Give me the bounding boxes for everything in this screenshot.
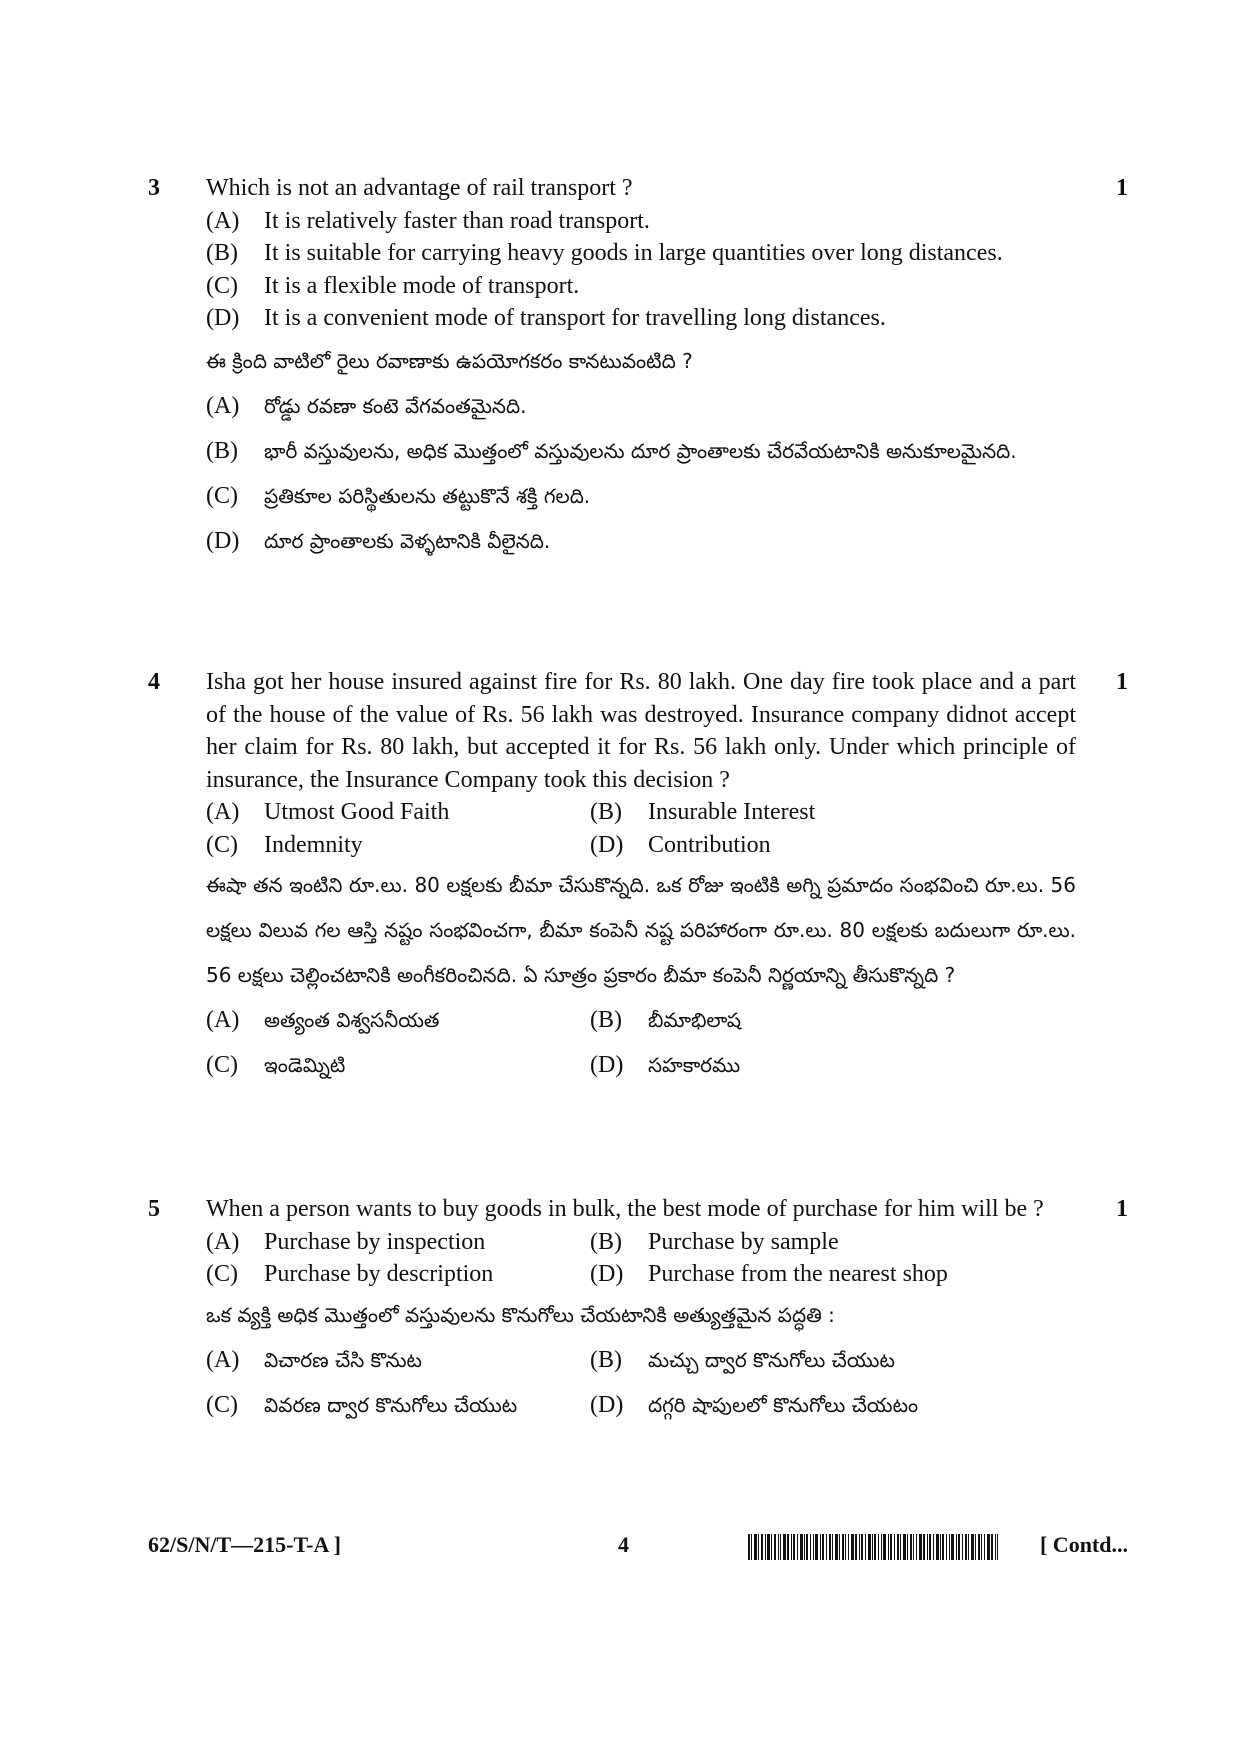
option-d-te — [206, 519, 1076, 564]
option-text: It is a convenient mode of transport for travelling long distances. — [264, 305, 886, 331]
option-d-en — [590, 829, 974, 862]
option-label: (D) — [206, 527, 240, 554]
options-row-en — [206, 796, 1076, 829]
option-text: మచ్చు ద్వార కొనుగోలు చేయుట — [648, 1347, 895, 1372]
option-b-te — [206, 429, 1076, 474]
option-label: (A) — [206, 1228, 240, 1255]
question-stem-en: When a person wants to buy goods in bulk, the best mode of purchase for him will be ? — [206, 1196, 1044, 1222]
paper-code: 62/S/N/T—215-T-A ] — [148, 1532, 341, 1557]
question-marks: 1 — [1116, 669, 1128, 695]
options-row-en — [206, 1226, 1076, 1259]
question-stem-en: Which is not an advantage of rail transport ? — [206, 175, 633, 201]
option-label: (B) — [206, 437, 238, 464]
option-label: (D) — [590, 1052, 624, 1078]
option-label: (C) — [206, 1391, 238, 1418]
option-text: It is relatively faster than road transport. — [264, 207, 650, 234]
option-c-te — [206, 1043, 590, 1088]
option-text: It is suitable for carrying heavy goods in large quantities over long distances. — [264, 240, 1003, 266]
question-marks: 1 — [1116, 1196, 1128, 1222]
question-3 — [148, 172, 1128, 564]
option-d-en — [206, 302, 1076, 335]
continued-label: [ Contd... — [1039, 1532, 1128, 1557]
option-label: (A) — [206, 392, 240, 419]
option-label: (D) — [206, 305, 240, 331]
option-label: (A) — [206, 799, 240, 825]
option-c-en — [206, 829, 590, 862]
question-number: 3 — [148, 175, 160, 201]
option-a-en — [206, 1226, 590, 1259]
options-row-en — [206, 829, 1076, 862]
option-b-te — [590, 998, 974, 1043]
question-4 — [148, 666, 1128, 1088]
option-label: (D) — [590, 1391, 624, 1418]
option-label: (B) — [590, 1228, 622, 1255]
option-text: Utmost Good Faith — [264, 799, 450, 825]
option-text: విచారణ చేసి కొనుట — [264, 1347, 422, 1372]
option-label: (A) — [206, 1346, 240, 1373]
option-a-te — [206, 384, 1076, 429]
page-number: 4 — [618, 1532, 629, 1557]
question-marks: 1 — [1116, 175, 1128, 201]
barcode-icon — [748, 1534, 998, 1560]
option-label: (C) — [206, 272, 238, 299]
options-row-te — [206, 998, 1076, 1043]
option-b-en — [590, 1226, 974, 1259]
options-row-te — [206, 1043, 1076, 1088]
option-a-en — [206, 796, 590, 829]
question-stem-te: ఒక వ్యక్తి అధిక మొత్తంలో వస్తువులను కొనుగోలు చేయటానికి అత్యుత్తమైన పద్ధతి : — [206, 1302, 835, 1327]
option-label: (B) — [590, 799, 622, 825]
option-label: (C) — [206, 1052, 238, 1078]
option-text: ప్రతికూల పరిస్థితులను తట్టుకొనే శక్తి గలది. — [264, 483, 591, 508]
option-text: అత్యంత విశ్వసనీయత — [264, 1008, 440, 1032]
option-d-te — [590, 1043, 974, 1088]
option-b-en — [590, 796, 974, 829]
option-a-te — [206, 1338, 590, 1383]
option-text: Contribution — [648, 831, 771, 858]
question-5 — [148, 1193, 1128, 1428]
option-label: (B) — [206, 240, 238, 266]
option-a-te — [206, 998, 590, 1043]
option-c-te — [206, 1383, 590, 1428]
option-label: (A) — [206, 1007, 240, 1033]
option-a-en — [206, 205, 1076, 238]
options-row-en — [206, 1258, 1076, 1291]
options-row-te — [206, 1338, 1076, 1383]
option-label: (B) — [590, 1346, 622, 1373]
option-text: రోడ్డు రవణా కంటె వేగవంతమైనది. — [264, 393, 527, 418]
option-text: Purchase from the nearest shop — [648, 1261, 948, 1287]
option-text: దూర ప్రాంతాలకు వెళ్ళటానికి వీలైనది. — [264, 528, 551, 553]
option-b-en — [206, 237, 1076, 270]
option-text: సహకారము — [648, 1053, 741, 1077]
option-text: It is a flexible mode of transport. — [264, 272, 580, 299]
question-number: 4 — [148, 669, 160, 695]
option-label: (B) — [590, 1007, 622, 1033]
option-text: దగ్గరి షాపులలో కొనుగోలు చేయటం — [648, 1392, 919, 1417]
option-label: (C) — [206, 1261, 238, 1287]
option-label: (C) — [206, 831, 238, 858]
question-stem-te: ఈషా తన ఇంటిని రూ.లు. 80 లక్షలకు బీమా చేసుకొన్నది. ఒక రోజు ఇంటికి అగ్ని ప్రమాదం సంభవించి రూ.లు. 56 లక్షలు విలువ గల ఆస్తి నష్టం సంభవించగా, బీమా కంపెనీ నష్ట పరిహారంగా రూ.లు. 80 లక్షలకు బదులుగా రూ.లు. 56 లక్షలు చెల్లించటానికి అంగీకరించినది. ఏ సూత్రం ప్రకారం బీమా కంపెనీ నిర్ణయాన్ని తీసుకొన్నది ? — [206, 873, 1076, 987]
option-label: (C) — [206, 482, 238, 509]
option-text: బీమాభిలాష — [648, 1008, 741, 1032]
option-text: Purchase by description — [264, 1261, 494, 1287]
option-d-te — [590, 1383, 974, 1428]
option-d-en — [590, 1258, 974, 1291]
option-label: (D) — [590, 1261, 624, 1287]
option-label: (D) — [590, 831, 624, 858]
option-text: ఇండెమ్నిటి — [264, 1053, 346, 1077]
option-text: భారీ వస్తువులను, అధిక మొత్తంలో వస్తువులను దూర ప్రాంతాలకు చేరవేయటానికి అనుకూలమైనది. — [264, 438, 1017, 463]
option-text: Indemnity — [264, 831, 363, 858]
page-footer — [148, 1526, 1128, 1566]
option-text: Insurable Interest — [648, 799, 816, 825]
question-stem-en: Isha got her house insured against fire for Rs. 80 lakh. One day fire took place and a part of the house of the value of Rs. 56 lakh was destroyed. Insurance company didnot accept her claim for Rs. 80 lakh, but accepted it for Rs. 56 lakh only. Under which principle of insurance, the Insurance Company took this decision ? — [206, 669, 1076, 793]
option-text: Purchase by sample — [648, 1228, 839, 1255]
option-c-en — [206, 270, 1076, 303]
option-label: (A) — [206, 207, 240, 234]
option-c-te — [206, 474, 1076, 519]
question-stem-te: ఈ క్రింది వాటిలో రైలు రవాణాకు ఉపయోగకరం కానటువంటిది ? — [206, 348, 693, 373]
option-text: వివరణ ద్వార కొనుగోలు చేయుట — [264, 1392, 518, 1417]
question-number: 5 — [148, 1196, 160, 1222]
option-b-te — [590, 1338, 974, 1383]
options-row-te — [206, 1383, 1076, 1428]
option-c-en — [206, 1258, 590, 1291]
option-text: Purchase by inspection — [264, 1228, 486, 1255]
